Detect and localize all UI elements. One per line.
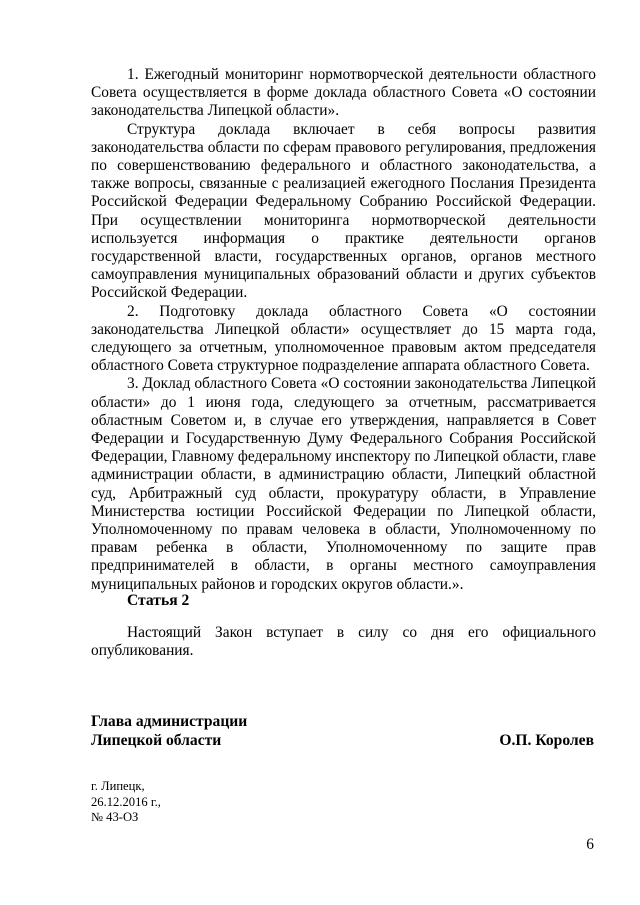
meta-number: № 43-ОЗ (91, 810, 139, 825)
signature-block (91, 713, 596, 750)
paragraph-3: 3. Доклад областного Совета «О состоянии законодательства Липецкой области» до 1 июня года, следующего за отчетным, рассматривается областным Советом и, в случае его утверждения, направляется в Совет Федерации и Государственную Думу Федерального Собрания Российской Федерации, Главному федеральному инспектору по Липецкой области, главе администрации области, в администрацию области, Липецкий областной суд, Арбитражный суд области, прокуратуру области, в Управление Министерства юстиции Российской Федерации по Липецкой области, Уполномоченному по правам человека в области, Уполномоченному по правам ребенка в области, Уполномоченному по защите прав предпринимателей в области, в органы местного самоуправления муниципальных районов и городских округов области.». (91, 375, 596, 593)
signature-title-line-2: Липецкой области (91, 731, 222, 749)
meta-date: 26.12.2016 г., (91, 794, 161, 809)
document-meta (91, 779, 161, 826)
paragraph-2: 2. Подготовку доклада областного Совета «О состоянии законодательства Липецкой области» осуществляет до 15 марта года, следующего за отчетным, уполномоченное правовым актом председателя областного Совета структурное подразделение аппарата областного Совета. (91, 302, 596, 375)
signatory-name: О.П. Королев (499, 731, 594, 749)
law-body-text (91, 66, 596, 594)
article-heading: Статья 2 (127, 592, 190, 609)
paragraph-1: 1. Ежегодный мониторинг нормотворческой деятельности областного Совета осуществляется в форме доклада областного Совета «О состоянии законодательства Липецкой области». (91, 66, 596, 120)
article-text: Настоящий Закон вступает в силу со дня его официального опубликования. (91, 624, 596, 660)
meta-place: г. Липецк, (91, 779, 145, 793)
signature-title-line-1: Глава администрации (91, 713, 248, 730)
page-number: 6 (586, 836, 594, 853)
paragraph-structure: Структура доклада включает в себя вопросы развития законодательства области по сферам правового регулирования, предложения по совершенствованию федерального и областного законодательства, а также вопросы, связанные с реализацией ежегодного Послания Президента Российской Федерации Федеральному Собранию Российской Федерации. При осуществлении мониторинга нормотворческой деятельности используется информация о практике деятельности органов государственной власти, государственных органов, органов местного самоуправления муниципальных образований области и других субъектов Российской Федерации. (91, 120, 596, 302)
